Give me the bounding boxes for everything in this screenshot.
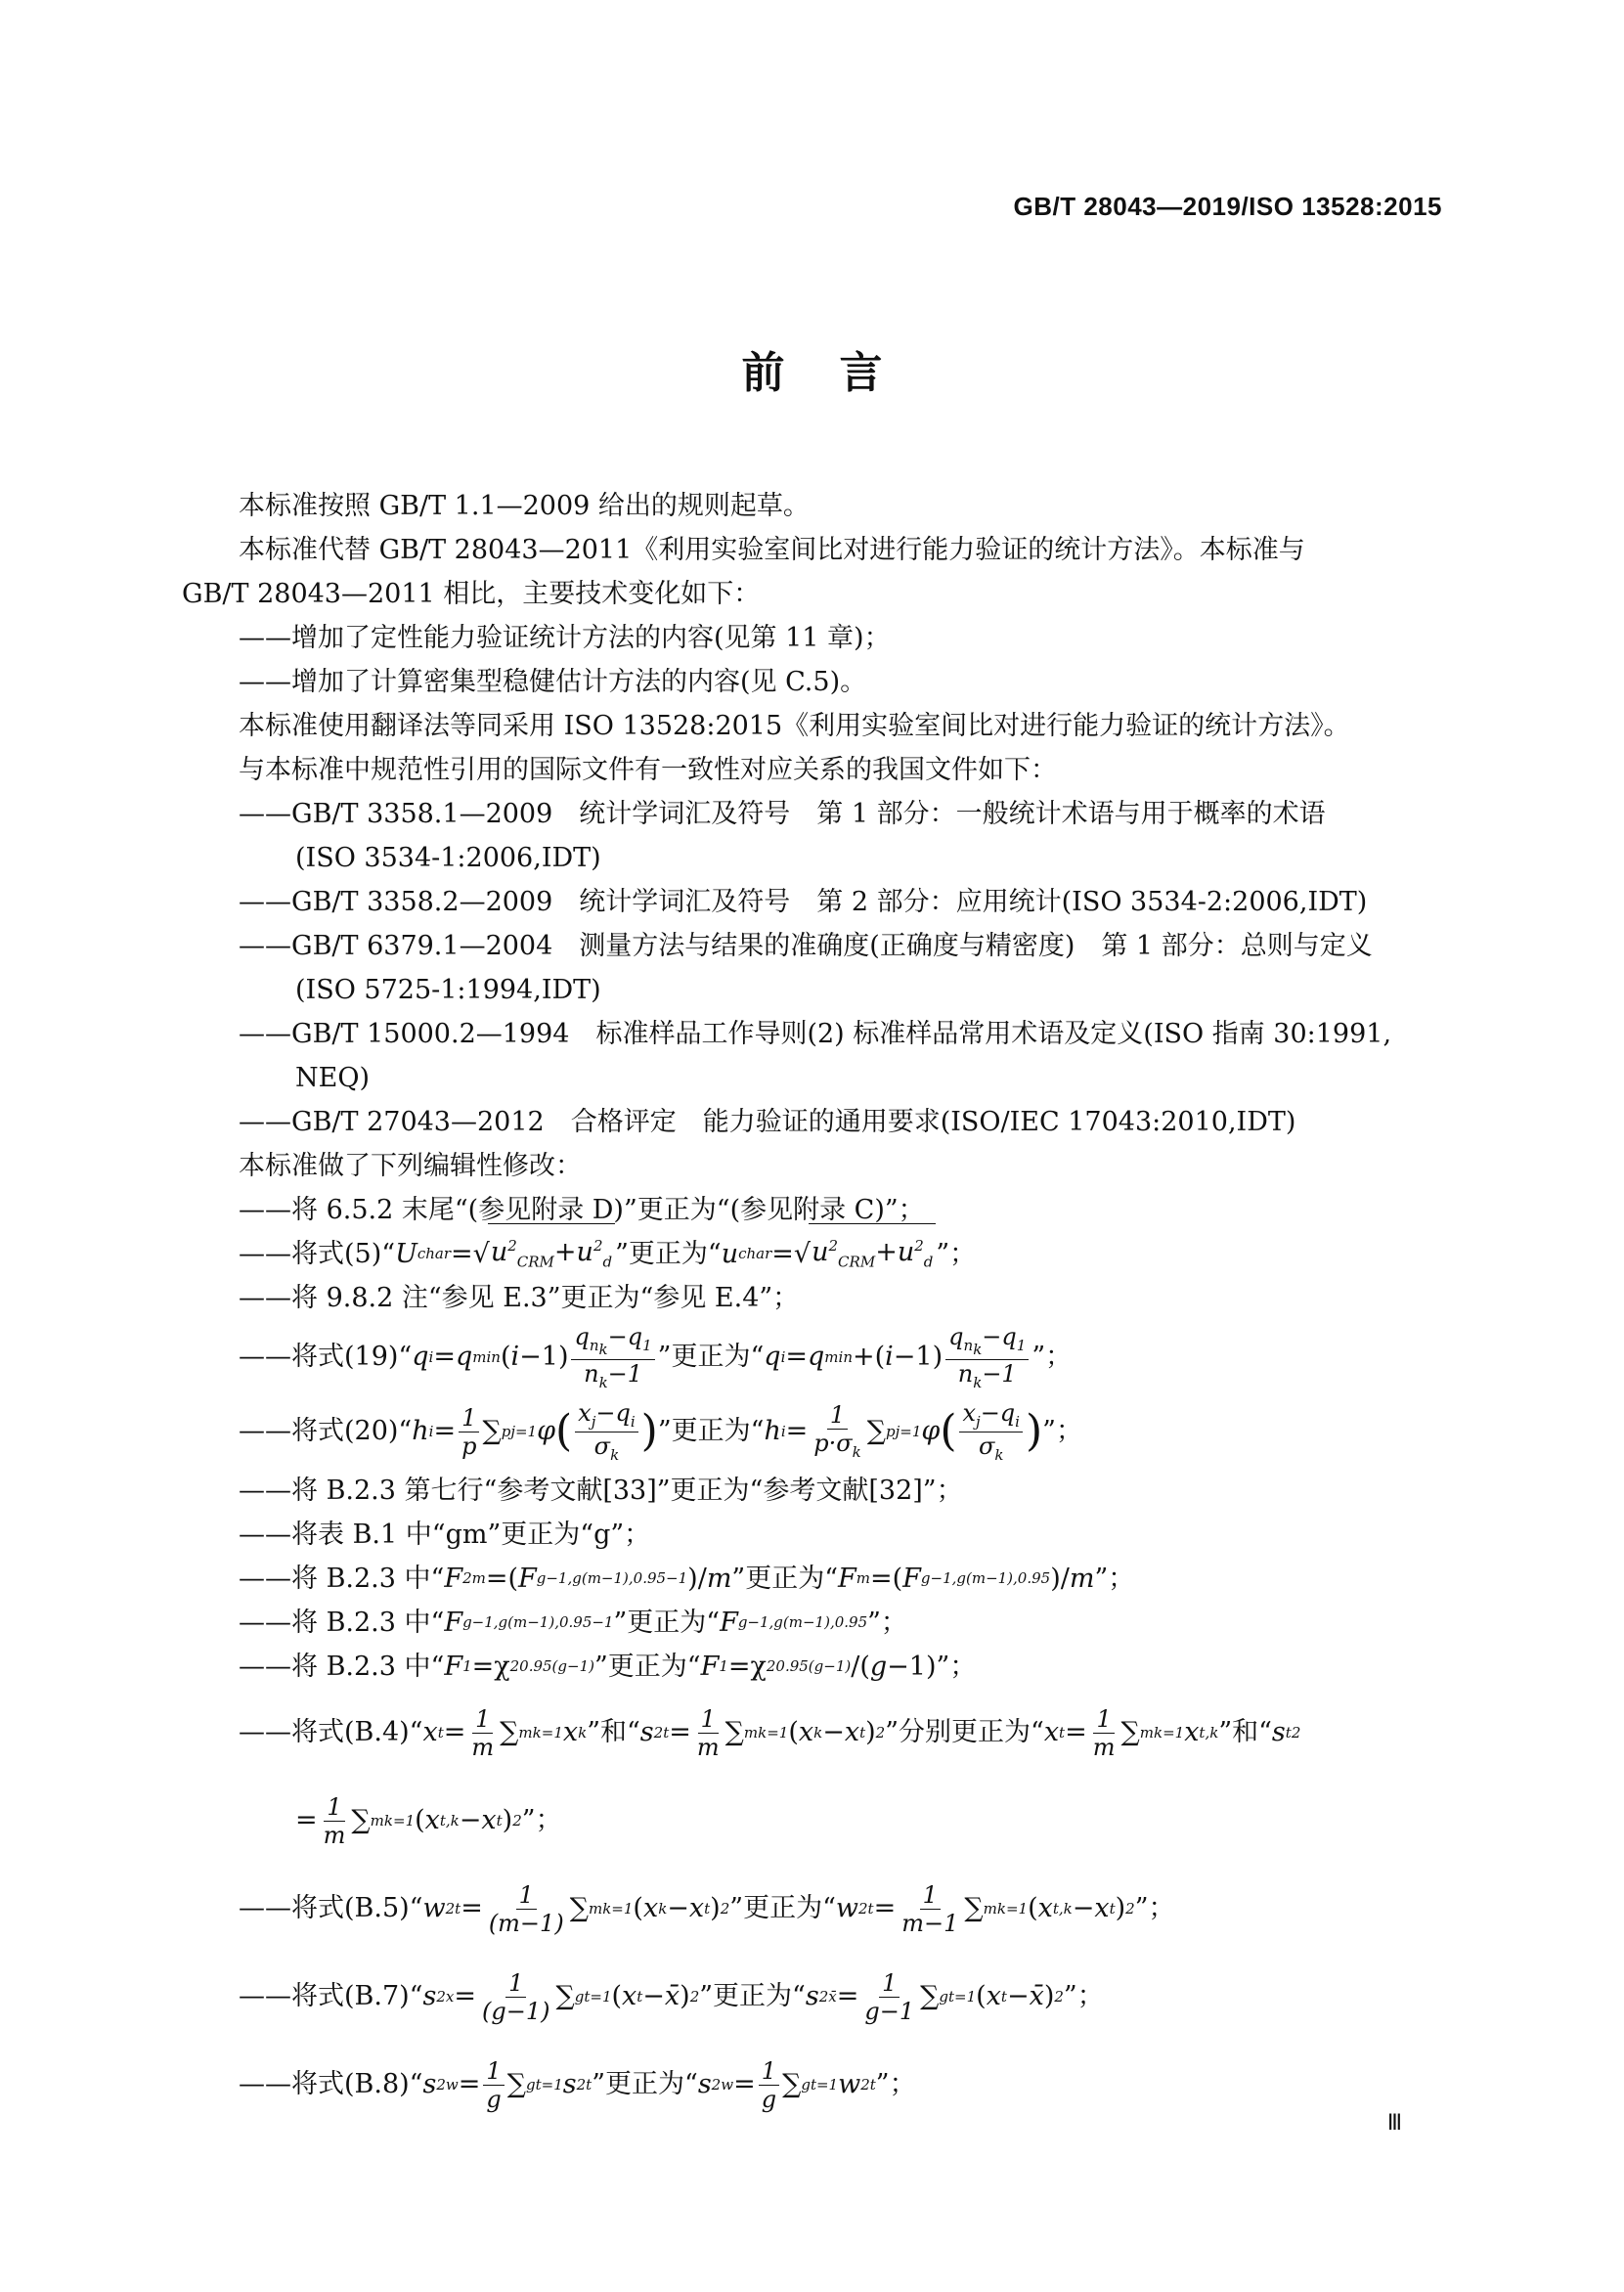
edit-item: ——将 B.2.3 第七行“参考文献[33]”更正为“参考文献[32]”； [239, 1476, 963, 1506]
reference-item: ——GB/T 27043—2012 合格评定 能力验证的通用要求(ISO/IEC 17043:2010,IDT) [239, 1107, 1296, 1137]
fraction: $\frac{1}{m}$ [1092, 1704, 1116, 1761]
para-replacement-cont: GB/T 28043—2011 相比，主要技术变化如下： [182, 579, 761, 609]
fraction: $\frac{1}{m}$ [696, 1704, 720, 1761]
edit-item-f1: ——将 B.2.3 中“ F 1 =χ 2 0.95(g−1) ”更正为“ F 1 =χ 2 0.95(g−1) /( g −1) ”； [239, 1652, 977, 1682]
edit-item-formula-b4: ——将式(B.4)“ x t = $\frac{1}{m}$ ∑ m k=1 x k ”和“ s 2 t = $\frac{1}{m}$ ∑ m k=1 ( x k − x t ) 2 ”分别更正为“ x t = $\frac{1}{m}$ ∑ m k=1 x t,k ”和“ s t 2 [239, 1704, 1301, 1761]
para-replacement: 本标准代替 GB/T 28043—2011《利用实验室间比对进行能力验证的统计方法》。本标准与 [239, 535, 1305, 565]
edit-item-f-quantile: ——将 B.2.3 中“ F g−1,g(m−1),0.95−1 ”更正为“ F g−1,g(m−1),0.95 ”； [239, 1608, 907, 1638]
fraction: $\frac{1}{m-1}$ [901, 1880, 959, 1937]
reference-item-cont: (ISO 3534-1:2006,IDT) [295, 843, 601, 873]
edit-item: ——将 9.8.2 注“参见 E.3”更正为“参见 E.4”； [239, 1283, 800, 1313]
para-drafting-rule: 本标准按照 GB/T 1.1—2009 给出的规则起草。 [239, 491, 810, 521]
reference-item-cont: NEQ) [295, 1063, 371, 1093]
reference-item: ——GB/T 3358.1—2009 统计学词汇及符号 第 1 部分：一般统计术语与用于概率的术语 [239, 799, 1326, 829]
para-edits-intro: 本标准做了下列编辑性修改： [239, 1151, 582, 1181]
reference-item: ——GB/T 3358.2—2009 统计学词汇及符号 第 2 部分：应用统计(ISO 3534-2:2006,IDT) [239, 887, 1368, 917]
edit-item-f2m: ——将 B.2.3 中“ F 2m =( F g−1,g(m−1),0.95−1 )/ m ”更正为“ F m =( F g−1,g(m−1),0.95 )/ m ”； [239, 1564, 1135, 1594]
fraction: $\frac{1}{g}$ [483, 2059, 504, 2111]
change-item: ——增加了计算密集型稳健估计方法的内容(见 C.5)。 [239, 667, 867, 697]
edit-item: ——将 6.5.2 末尾“(参见附录 D)”更正为“(参见附录 C)”； [239, 1195, 925, 1225]
edit-item-formula-b8: ——将式(B.8)“ s 2 w = $\frac{1}{g}$ ∑ g t=1 s 2 t ”更正为“ s 2 w = $\frac{1}{g}$ ∑ g t=1 w 2 t ”； [239, 2056, 916, 2113]
fraction: $\frac{q_{n_k}-q_1}{n_k-1}$ [571, 1325, 654, 1390]
para-references-intro: 与本标准中规范性引用的国际文件有一致性对应关系的我国文件如下： [239, 755, 1057, 785]
preface-body [182, 484, 1441, 2129]
fraction: $\frac{1}{(g-1)}$ [481, 1968, 550, 2025]
fraction: $\frac{1}{p\cdot\sigma_k}$ [813, 1401, 861, 1461]
edit-item-formula-5: ——将式(5)“ U char =√ $u^2_{CRM}+u^2_d$ ”更正为“ u char =√ $u^2_{CRM}+u^2_d$ ”； [239, 1232, 1441, 1276]
fraction: $\frac{q_{n_k}-q_1}{n_k-1}$ [945, 1325, 1029, 1390]
edit-item-formula-20: ——将式(20)“ h i = $\frac{1}{p}$ ∑ p j=1 φ ( $\frac{x_j-q_i}{\sigma_k}$ ) ”更正为“ h i = $\frac{1}{p\cdot\sigma_k}$ ∑ p j=1 φ ( $\frac{x_j-q_i}{\sigma_k}$ ) ”； [239, 1398, 1082, 1464]
fraction: $\frac{1}{g-1}$ [864, 1968, 915, 2025]
fraction: $\frac{1}{g}$ [759, 2059, 779, 2111]
page-title: 前言 [741, 348, 938, 398]
page-number: Ⅲ [1386, 2111, 1401, 2136]
fraction: $\frac{x_j-q_i}{\sigma_k}$ [575, 1401, 638, 1463]
edit-item: ——将表 B.1 中“gm”更正为“g”； [239, 1520, 651, 1550]
edit-item-formula-b5: ——将式(B.5)“ w 2 t = $\frac{1}{(m-1)}$ ∑ m k=1 ( x k − x t ) 2 ”更正为“ w 2 t = $\frac{1}{m-1}$ ∑ m k=1 ( x t,k − x t ) 2 ”； [239, 1880, 1175, 1937]
para-translation: 本标准使用翻译法等同采用 ISO 13528:2015《利用实验室间比对进行能力验证的统计方法》。 [239, 711, 1350, 741]
fraction: $\frac{1}{m}$ [323, 1792, 346, 1849]
edit-item-formula-b4-cont: = $\frac{1}{m}$ ∑ m k=1 ( x t,k − x t ) 2 ”； [295, 1792, 562, 1849]
standard-code: GB/T 28043—2019/ISO 13528:2015 [1013, 192, 1442, 221]
edit-item-formula-19: ——将式(19)“ q i = q min ( i −1) $\frac{q_{n_k}-q_1}{n_k-1}$ ”更正为“ q i = q min +( i −1) $\frac{q_{n_k}-q_1}{n_k-1}$ ”； [239, 1322, 1073, 1391]
change-item: ——增加了定性能力验证统计方法的内容(见第 11 章)； [239, 623, 891, 653]
edit-item-formula-b7: ——将式(B.7)“ s 2 x = $\frac{1}{(g-1)}$ ∑ g t=1 ( x t − x̄ ) 2 ”更正为“ s 2 x̄ = $\frac{1}{g-1}$ ∑ g t=1 ( x t − x̄ ) 2 ”； [239, 1968, 1104, 2025]
reference-item: ——GB/T 15000.2—1994 标准样品工作导则(2) 标准样品常用术语及定义(ISO 指南 30:1991, [239, 1019, 1392, 1049]
reference-item: ——GB/T 6379.1—2004 测量方法与结果的准确度(正确度与精密度) 第 1 部分：总则与定义 [239, 931, 1373, 961]
fraction: $\frac{1}{m}$ [471, 1704, 495, 1761]
reference-item-cont: (ISO 5725-1:1994,IDT) [295, 975, 601, 1005]
fraction: $\frac{1}{(m-1)}$ [488, 1880, 564, 1937]
fraction: $\frac{1}{p}$ [459, 1406, 479, 1458]
fraction: $\frac{x_j-q_i}{\sigma_k}$ [959, 1401, 1023, 1463]
